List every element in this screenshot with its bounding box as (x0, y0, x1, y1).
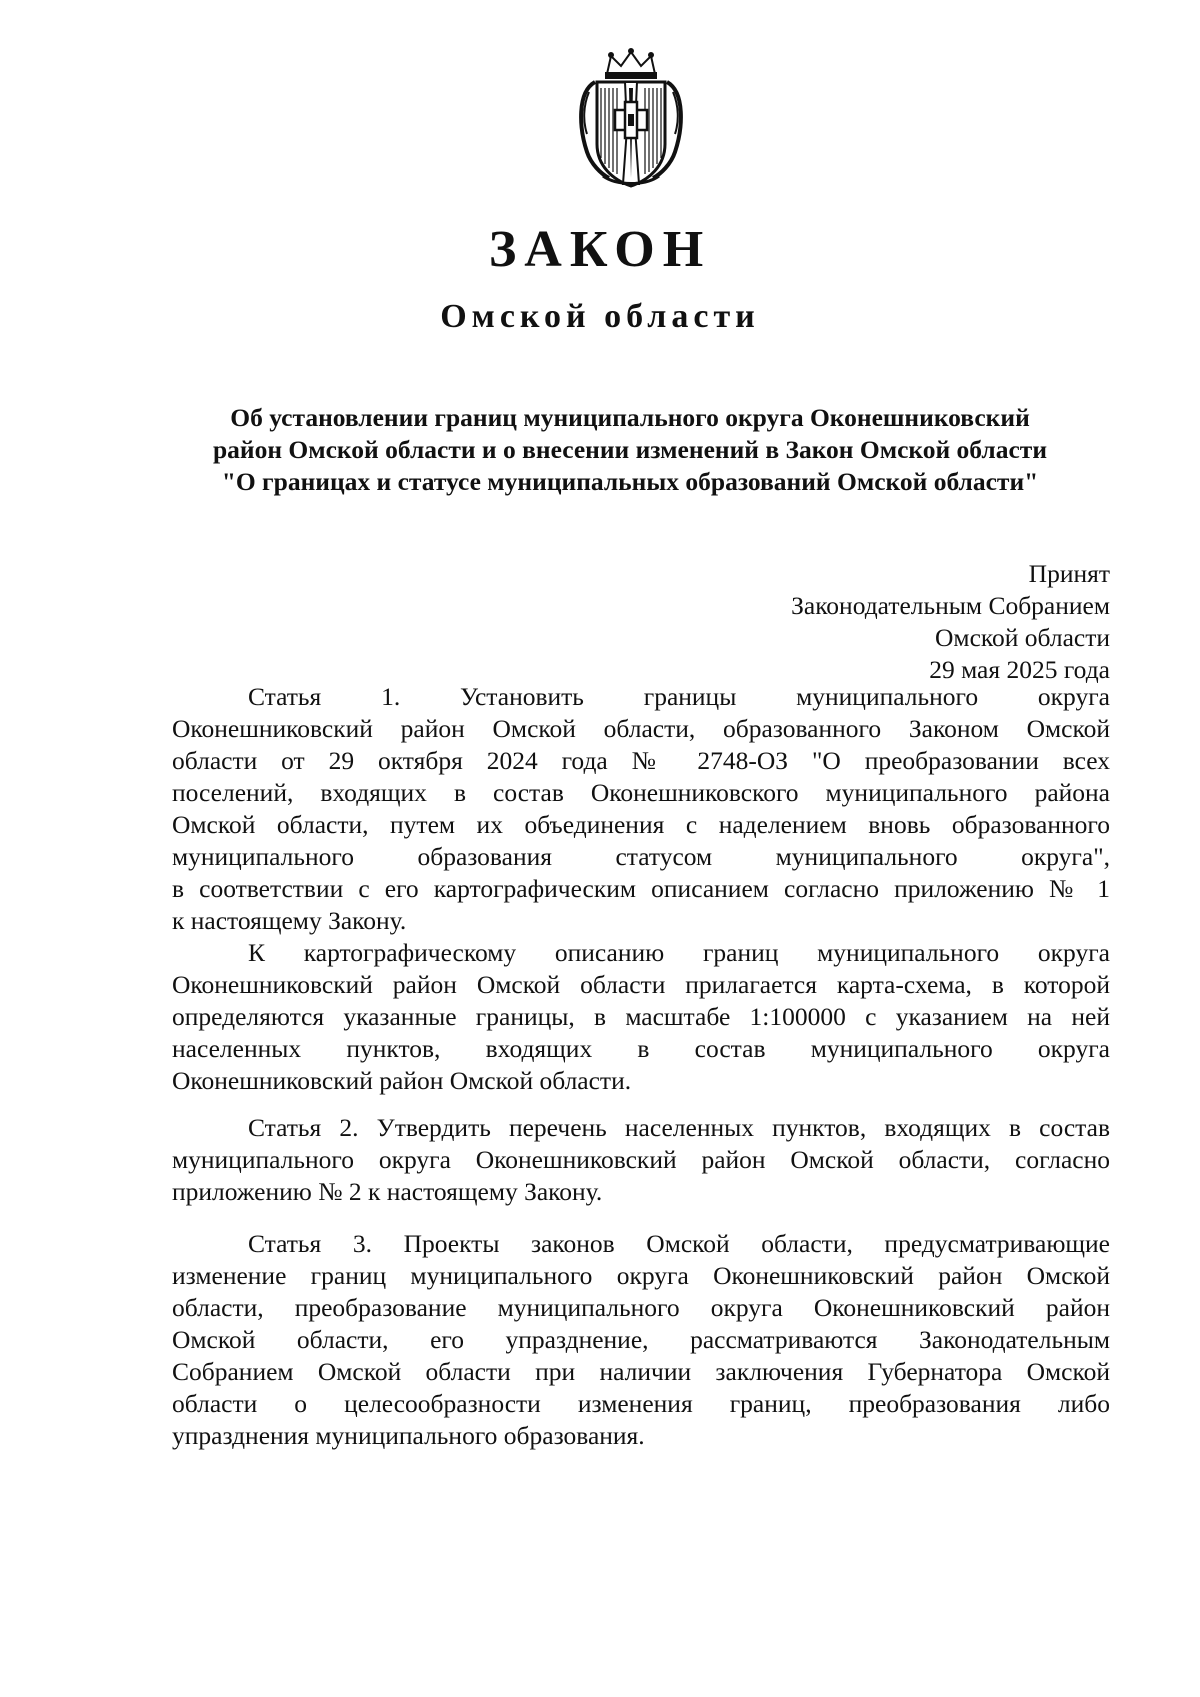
text-line: области, преобразование муниципального округа Оконешниковский район (172, 1293, 1110, 1322)
adoption-line: Законодательным Собранием (791, 591, 1110, 620)
law-name-heading (150, 402, 1110, 498)
text-line: К картографическому описанию границ муниципального округа (248, 938, 1110, 967)
article-2 (172, 1112, 1110, 1208)
law-name-line: Об установлении границ муниципального округа Оконешниковский (230, 403, 1030, 432)
adoption-block (791, 558, 1110, 686)
text-line: муниципального образования статусом муниципального округа", (172, 842, 1110, 871)
article-1-paragraph-1 (172, 681, 1110, 937)
text-line: изменение границ муниципального округа Оконешниковский район Омской (172, 1261, 1110, 1290)
adoption-date: 29 мая 2025 года (929, 655, 1110, 684)
omsk-coat-of-arms-icon (573, 48, 689, 191)
text-line: Статья 1. Установить границы муниципального округа (248, 682, 1110, 711)
text-line: Омской области, его упразднение, рассматриваются Законодательным (172, 1325, 1110, 1354)
document-title: ЗАКОН (488, 221, 712, 278)
law-name-line: район Омской области и о внесении изменений в Закон Омской области (212, 435, 1048, 464)
adoption-line: Омской области (935, 623, 1110, 652)
law-name-line: "О границах и статусе муниципальных образований Омской области" (221, 467, 1039, 496)
adoption-line: Принят (1028, 559, 1110, 588)
text-line: приложению № 2 к настоящему Закону. (172, 1177, 603, 1206)
text-line: в соответствии с его картографическим описанием согласно приложению № 1 (172, 874, 1110, 903)
text-line: области о целесообразности изменения границ, преобразования либо (172, 1389, 1110, 1418)
text-line: населенных пунктов, входящих в состав муниципального округа (172, 1034, 1110, 1063)
article-3 (172, 1228, 1110, 1452)
document-subtitle: Омской области (440, 298, 760, 335)
text-line: муниципального округа Оконешниковский район Омской области, согласно (172, 1145, 1110, 1174)
text-line: Омской области, путем их объединения с наделением вновь образованного (172, 810, 1110, 839)
text-line: к настоящему Закону. (172, 906, 407, 935)
text-line: определяются указанные границы, в масштабе 1:100000 с указанием на ней (172, 1002, 1110, 1031)
text-line: Статья 3. Проекты законов Омской области, предусматривающие (248, 1229, 1110, 1258)
text-line: упразднения муниципального образования. (172, 1421, 645, 1450)
text-line: Собранием Омской области при наличии заключения Губернатора Омской (172, 1357, 1110, 1386)
text-line: Статья 2. Утвердить перечень населенных пунктов, входящих в состав (248, 1113, 1110, 1142)
text-line: области от 29 октября 2024 года № 2748-ОЗ "О преобразовании всех (172, 746, 1110, 775)
text-line: Оконешниковский район Омской области прилагается карта-схема, в которой (172, 970, 1110, 999)
text-line: Оконешниковский район Омской области. (172, 1066, 632, 1095)
article-1-paragraph-2 (172, 937, 1110, 1097)
text-line: Оконешниковский район Омской области, образованного Законом Омской (172, 714, 1110, 743)
text-line: поселений, входящих в состав Оконешниковского муниципального района (172, 778, 1110, 807)
